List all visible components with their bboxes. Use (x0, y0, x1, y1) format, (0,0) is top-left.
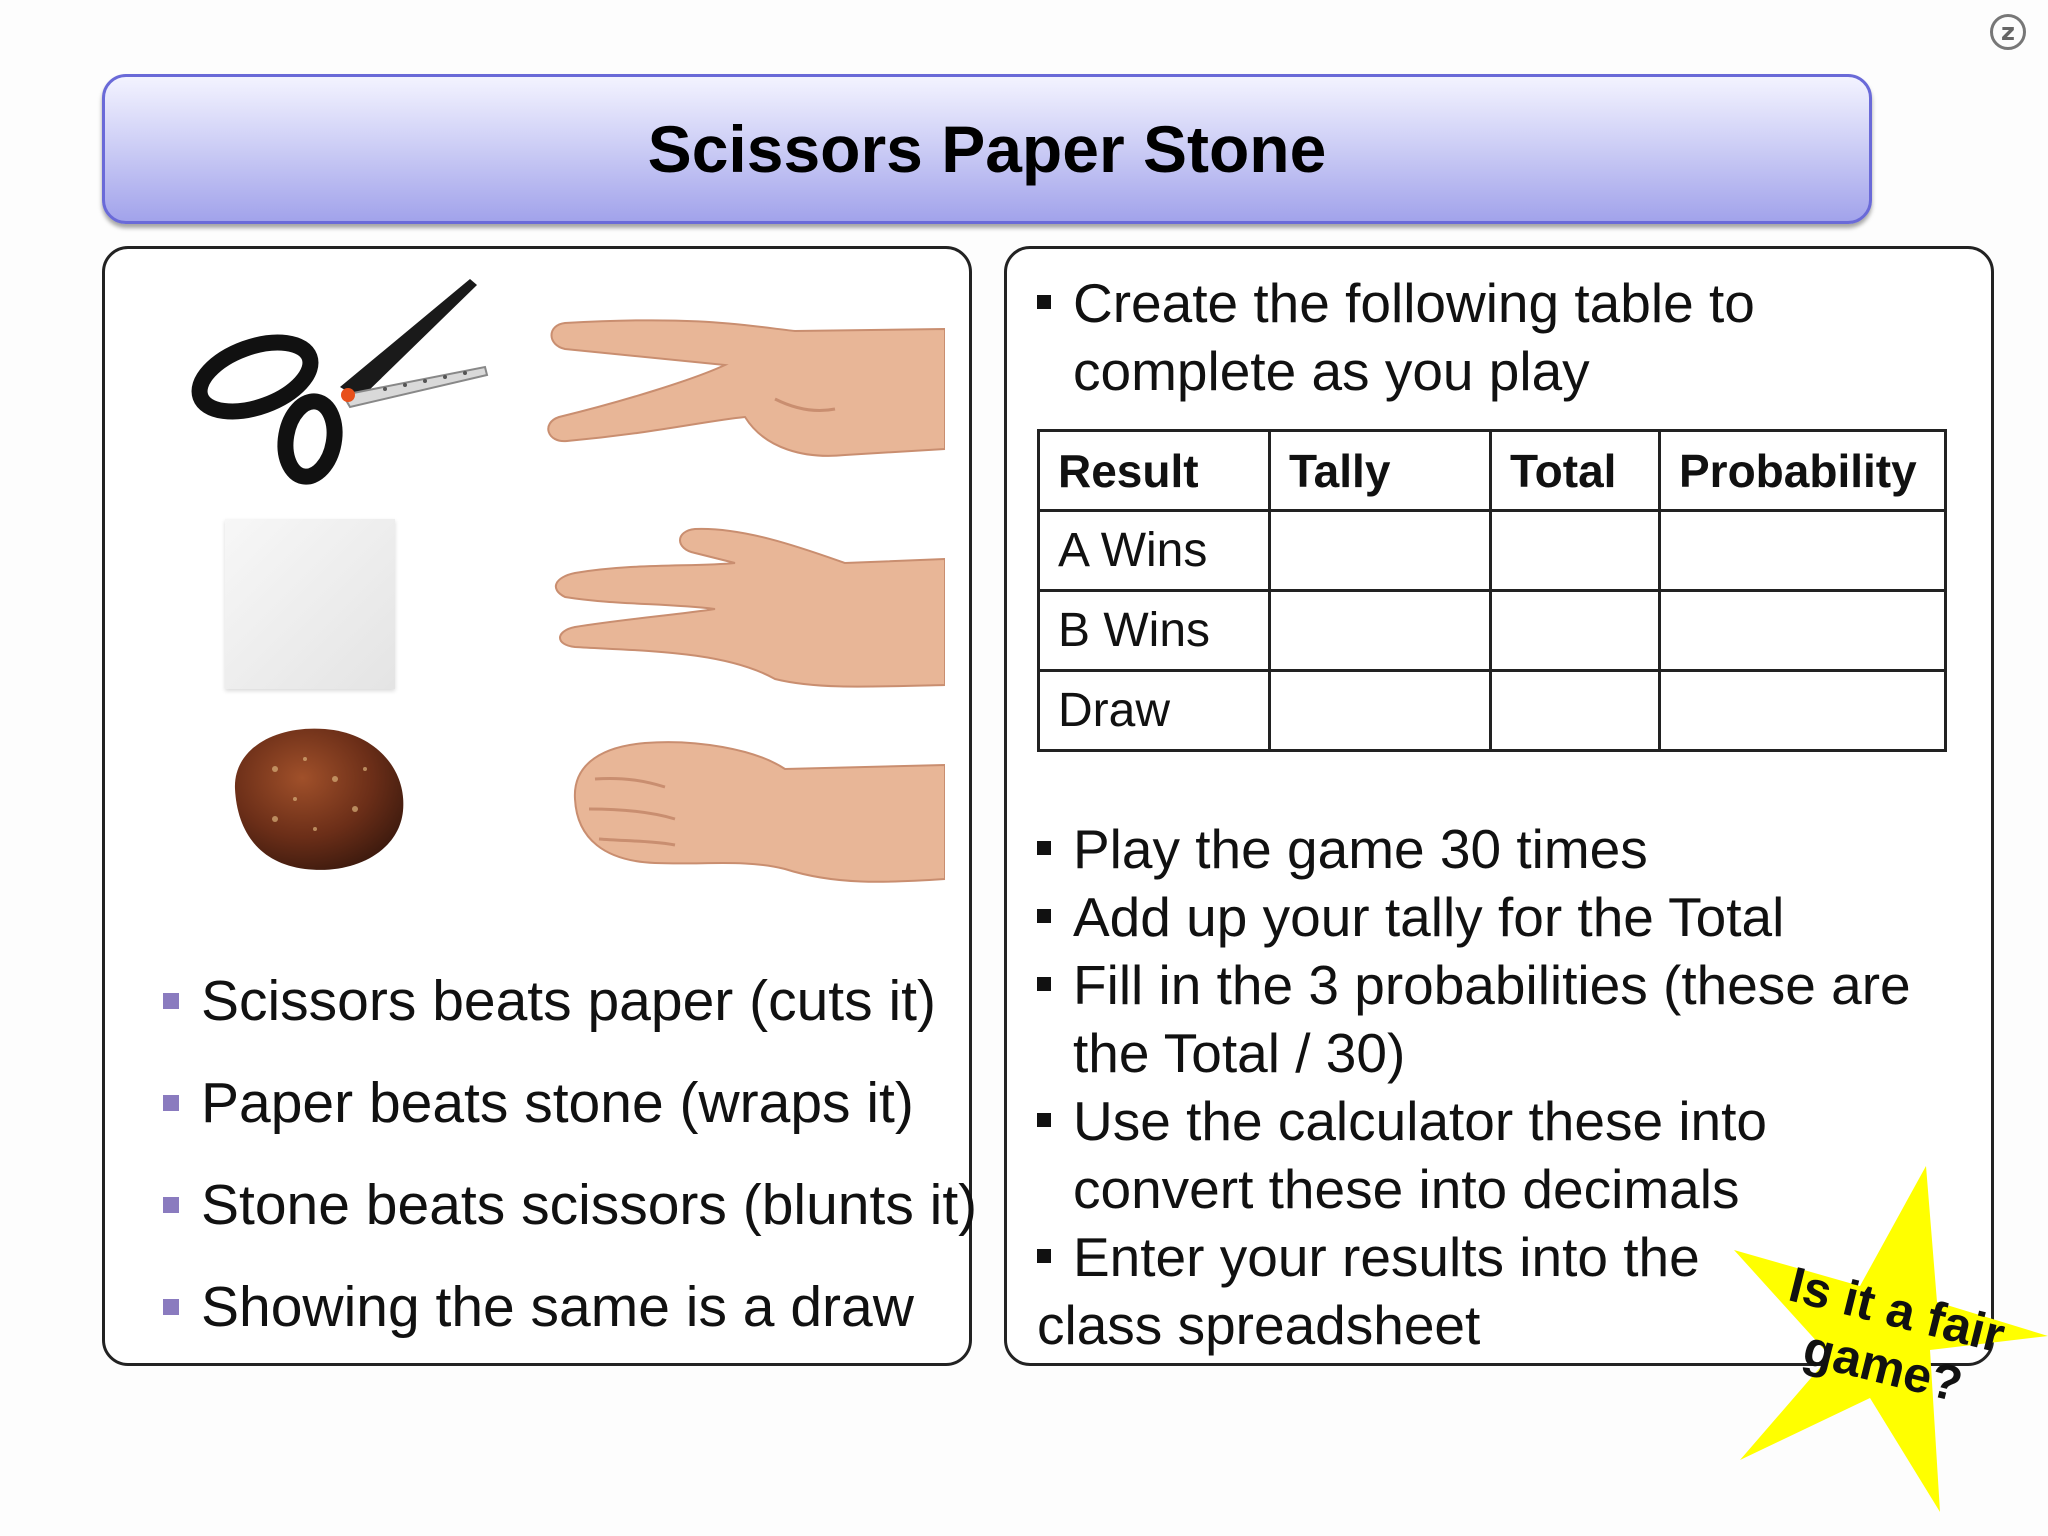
probability-cell[interactable] (1660, 671, 1946, 751)
stone-icon (215, 719, 415, 879)
probability-cell[interactable] (1660, 591, 1946, 671)
bullet-marker (1037, 295, 1051, 309)
intro-text: Create the following table to complete as you play (1073, 272, 1755, 402)
table-row (1039, 511, 1946, 591)
list-item (1037, 951, 1953, 1087)
rule-text: Scissors beats paper (cuts it) (201, 969, 936, 1033)
fist-hand-icon (565, 729, 945, 889)
list-item (163, 1071, 983, 1173)
total-cell[interactable] (1491, 671, 1660, 751)
bullet-marker (1037, 1113, 1051, 1127)
bullet-marker (163, 993, 179, 1009)
rule-text: Showing the same is a draw (201, 1275, 914, 1339)
bullet-marker (163, 1299, 179, 1315)
column-header: Probability (1660, 431, 1946, 511)
badge-letter: z (2001, 18, 2015, 46)
table-header-row (1039, 431, 1946, 511)
list-item (163, 1275, 983, 1377)
rules-panel (102, 246, 978, 1366)
bullet-marker (1037, 909, 1051, 923)
list-item (163, 1173, 983, 1275)
zoom-badge[interactable] (1990, 14, 2026, 50)
bullet-marker (1037, 1249, 1051, 1263)
step-text: Play the game 30 times (1073, 818, 1648, 880)
fair-game-star (1720, 1160, 2048, 1520)
paper-sheet-icon (225, 519, 395, 689)
probability-cell[interactable] (1660, 511, 1946, 591)
total-cell[interactable] (1491, 511, 1660, 591)
list-item (1037, 883, 1977, 951)
total-cell[interactable] (1491, 591, 1660, 671)
bullet-marker (163, 1095, 179, 1111)
bullet-marker (163, 1197, 179, 1213)
column-header: Tally (1270, 431, 1491, 511)
intro-bullet (1037, 269, 1977, 405)
result-cell: A Wins (1039, 511, 1270, 591)
result-cell: B Wins (1039, 591, 1270, 671)
step-text: Use the calculator these into convert these into decimals (1073, 1090, 1767, 1220)
result-cell: Draw (1039, 671, 1270, 751)
step-text: Fill in the 3 probabilities (these are the Total / 30) (1073, 954, 1911, 1084)
step-text: Add up your tally for the Total (1073, 886, 1785, 948)
title-banner (102, 74, 1872, 224)
list-item (163, 969, 983, 1071)
rule-text: Paper beats stone (wraps it) (201, 1071, 914, 1135)
table-row (1039, 671, 1946, 751)
results-table (1037, 429, 1947, 752)
step-text: Enter your results into the (1073, 1226, 1700, 1288)
scissors-icon (185, 267, 505, 487)
step-text-continued: class spreadsheet (1037, 1294, 1481, 1356)
rule-text: Stone beats scissors (blunts it) (201, 1173, 978, 1237)
bullet-marker (1037, 977, 1051, 991)
watermark: oto (610, 644, 679, 693)
rules-list (163, 969, 983, 1377)
star-text: Is it a fair game? (1783, 1256, 2011, 1413)
column-header: Total (1491, 431, 1660, 511)
tally-cell[interactable] (1270, 671, 1491, 751)
bullet-marker (1037, 841, 1051, 855)
list-item (1037, 815, 1977, 883)
tally-cell[interactable] (1270, 591, 1491, 671)
column-header: Result (1039, 431, 1270, 511)
open-hand-icon (545, 519, 945, 689)
table-row (1039, 591, 1946, 671)
peace-sign-hand-icon (545, 309, 945, 469)
tally-cell[interactable] (1270, 511, 1491, 591)
page-title: Scissors Paper Stone (647, 112, 1327, 186)
